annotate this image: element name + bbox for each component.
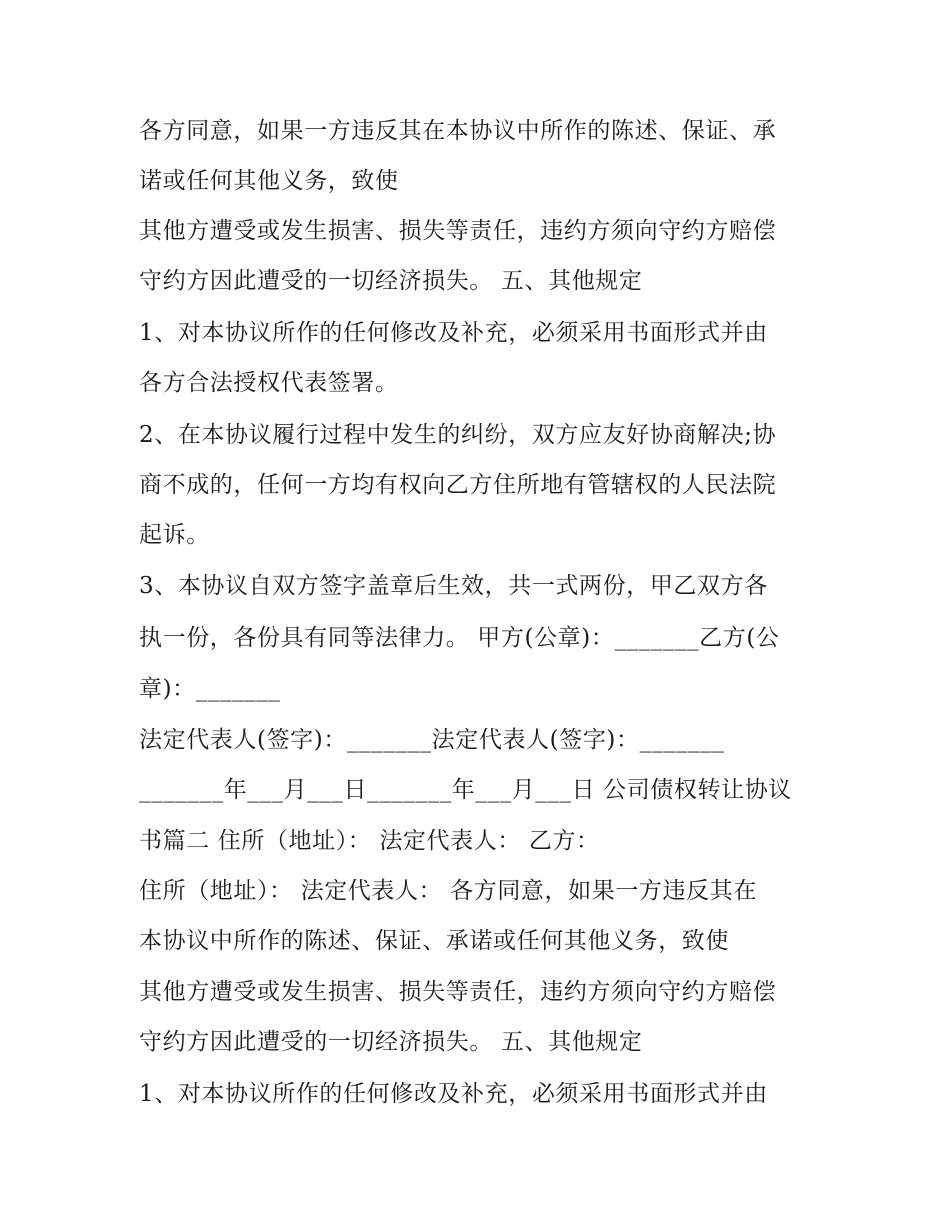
text-line: _______年___月___日_______年___月___日 公司债权转让协议 — [139, 777, 792, 803]
text-line: 守约方因此遭受的一切经济损失。 五、其他规定 — [139, 1029, 643, 1055]
text-line: 其他方遭受或发生损害、损失等责任，违约方须向守约方赔偿 — [139, 979, 777, 1005]
text-line: 章)：_______ — [139, 676, 281, 702]
text-line: 书篇二 住所（地址）： 法定代表人： 乙方： — [139, 828, 600, 854]
text-line: 诺或任何其他义务，致使 — [139, 168, 399, 194]
text-line: 本协议中所作的陈述、保证、承诺或任何其他义务，致使 — [139, 928, 729, 954]
text-line: 各方同意，如果一方违反其在本协议中所作的陈述、保证、承 — [139, 118, 777, 144]
text-line: 3、本协议自双方签字盖章后生效，共一式两份，甲乙双方各 — [139, 573, 768, 599]
text-line: 住所（地址）： 法定代表人： 各方同意，如果一方违反其在 — [139, 878, 757, 904]
text-line: 1、对本协议所作的任何修改及补充，必须采用书面形式并由 — [139, 320, 768, 346]
text-line: 2、在本协议履行过程中发生的纠纷，双方应友好协商解决;协 — [139, 422, 777, 448]
text-line: 起诉。 — [139, 522, 210, 548]
text-line: 法定代表人(签字)：_______法定代表人(签字)：_______ — [139, 727, 725, 753]
text-line: 守约方因此遭受的一切经济损失。 五、其他规定 — [139, 268, 643, 294]
text-line: 1、对本协议所作的任何修改及补充，必须采用书面形式并由 — [139, 1081, 768, 1107]
text-line: 商不成的，任何一方均有权向乙方住所地有管辖权的人民法院 — [139, 472, 777, 498]
text-line: 其他方遭受或发生损害、损失等责任，违约方须向守约方赔偿 — [139, 218, 777, 244]
text-line: 执一份，各份具有同等法律力。 甲方(公章)：_______乙方(公 — [139, 625, 780, 651]
text-line: 各方合法授权代表签署。 — [139, 370, 399, 396]
